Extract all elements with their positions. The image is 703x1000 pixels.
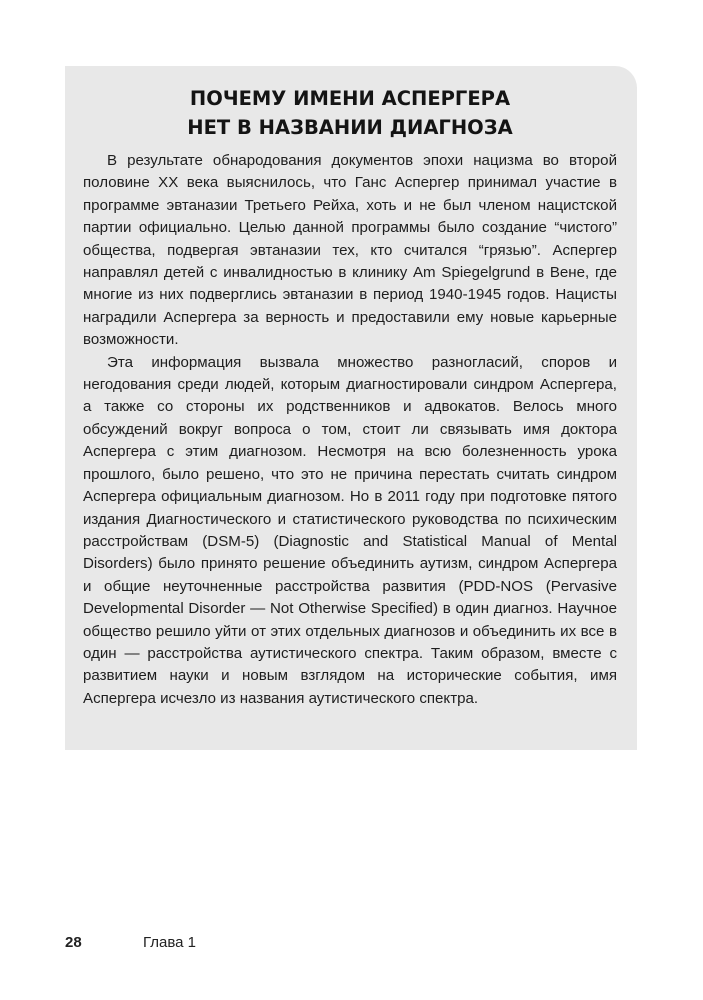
- sidebar-title: [83, 84, 617, 142]
- running-head: Глава 1: [143, 934, 197, 951]
- sidebar-title-line-1: ПОЧЕМУ ИМЕНИ АСПЕРГЕРА: [189, 87, 511, 110]
- sidebar-title-line-2: НЕТ В НАЗВАНИИ ДИАГНОЗА: [187, 116, 513, 139]
- sidebar-paragraph-2: Эта информация вызвала множество разногласий, споров и негодования среди людей, которым диагностировали синдром Аспергера, а также со стороны их родственников и адвокатов. Велось много обсуждений вокруг вопроса о том, стоит ли связывать имя доктора Аспергера с этим диагнозом. Несмотря на всю болезненность урока прошлого, было решено, что это не причина перестать считать синдром Аспергера официальным диагнозом. Но в 2011 году при подготовке пятого издания Диагностического и статистического руководства по психическим расстройствам (DSM-5) (Diagnostic and Statistical Manual of Mental Disorders) было принято решение объединить аутизм, синдром Аспергера и общие неуточненные расстройства развития (PDD-NOS (Pervasive Developmental Disorder — Not Otherwise Specified) в один диагноз. Научное общество решило уйти от этих отдельных диагнозов и объединить их все в один — расстройства аутистического спектра. Таким образом, вместе с развитием науки и новым взглядом на исторические события, имя Аспергера исчезло из названия аутистического спектра.: [83, 353, 617, 707]
- page-number: 28: [65, 934, 82, 951]
- sidebar-paragraph-1: В результате обнародования документов эпохи нацизма во второй половине XX века выяснилось, что Ганс Аспергер принимал участие в программе эвтаназии Третьего Рейха, хоть и не был членом нацистской партии официально. Целью данной программы было создание “чистого” общества, подвергая эвтаназии тех, кто считался “грязью”. Аспергер направлял детей с инвалидностью в клинику Am Spiegelgrund в Вене, где многие из них подверглись эвтаназии в период 1940-1945 годов. Нацисты наградили Аспергера за верность и предоставили ему новые карьерные возможности.: [83, 152, 617, 349]
- sidebar-body: [83, 150, 617, 710]
- sidebar-box: [65, 66, 637, 750]
